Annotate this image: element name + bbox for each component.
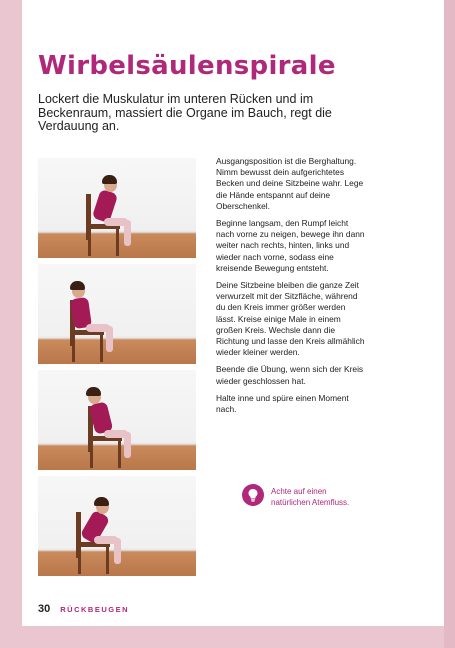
exercise-photo-1: [38, 158, 196, 258]
page-number: 30: [38, 603, 51, 615]
instruction-paragraph: Deine Sitzbeine bleiben die ganze Zeit verwurzelt mit der Sitzfläche, während du den Kreis immer größer werden lässt. Kreise einige Male in einem großen Kreis. Wechsle dann die Richtung und lasse den Kreis allmählich wieder kleiner werden.: [216, 280, 365, 358]
exercise-photo-4: [38, 476, 196, 576]
instruction-paragraph: Ausgangsposition ist die Berghaltung. Nimm bewusst dein aufgerichtetes Becken und deine Sitzbeine wahr. Lege die Hände entspannt auf deine Oberschenkel.: [216, 156, 364, 211]
lightbulb-icon: [242, 484, 264, 506]
instruction-paragraph: Beginne langsam, den Rumpf leicht nach vorne zu neigen, bewege ihn dann weiter nach rechts, hinten, links und wieder nach vorne, sodass eine kreisende Bewegung entsteht.: [216, 218, 365, 273]
page-title: Wirbelsäulenspirale: [38, 51, 336, 81]
tip-text: Achte auf einen natürlichen Atemfluss.: [271, 487, 350, 507]
instruction-paragraph: Halte inne und spüre einen Moment nach.: [216, 392, 349, 415]
intro-text: Lockert die Muskulatur im unteren Rücken und im Beckenraum, massiert die Organe im Bauch, regt die Verdauung an.: [38, 92, 332, 133]
section-label: RÜCKBEUGEN: [60, 605, 130, 614]
instruction-paragraph: Beende die Übung, wenn sich der Kreis wieder geschlossen hat.: [216, 364, 364, 386]
page-footer: [38, 603, 129, 615]
instruction-text: [216, 156, 366, 421]
exercise-photo-3: [38, 370, 196, 470]
page-edge-strip: [444, 0, 455, 648]
exercise-photo-2: [38, 264, 196, 364]
